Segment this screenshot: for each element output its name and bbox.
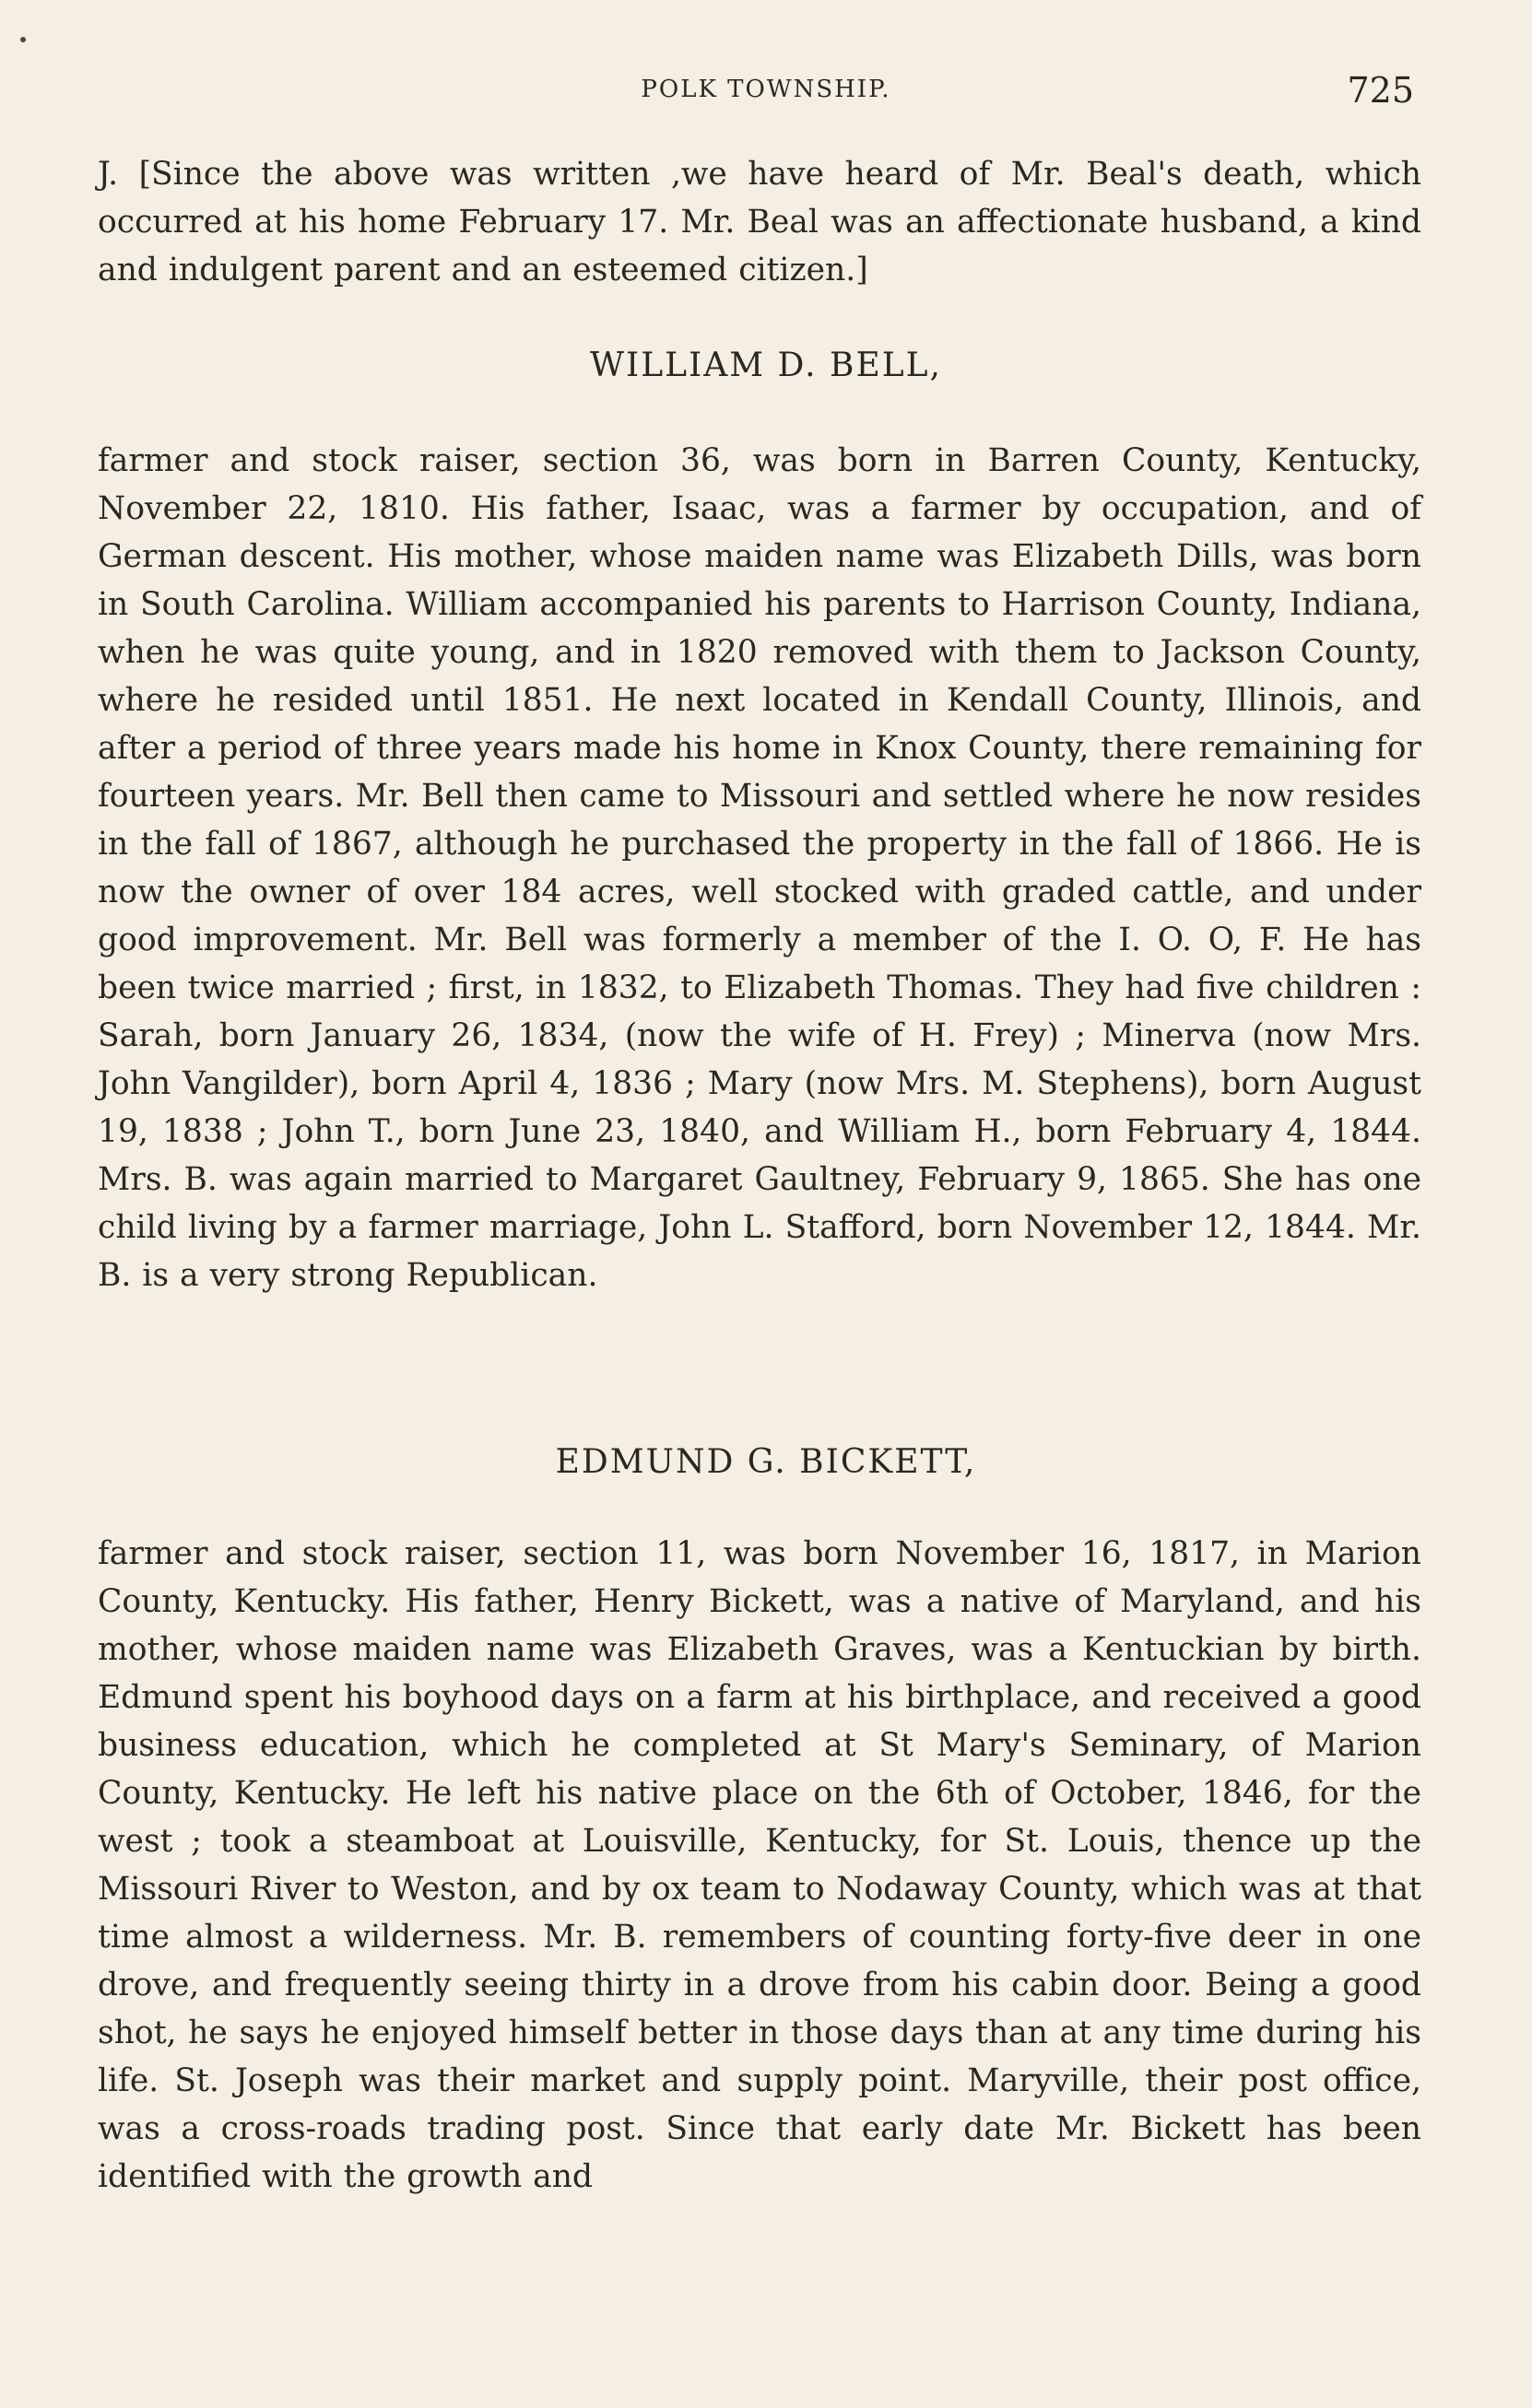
running-title: POLK TOWNSHIP. <box>641 76 891 103</box>
page-number: 725 <box>1347 70 1414 111</box>
section-heading-bickett: EDMUND G. BICKETT, <box>555 1443 977 1481</box>
bickett-paragraph: farmer and stock raiser, section 11, was born November 16, 1817, in Marion County, Kentucky. His father, Henry Bickett, was a native of Maryland, and his mother, whose maiden name was Elizabeth Graves, was a Kentuckian by birth. Edmund spent his boyhood days on a farm at his birthplace, and received a good business education, which he completed at St Mary's Seminary, of Marion County, Kentucky. He left his native place on the 6th of October, 1846, for the west ; took a steamboat at Louisville, Kentucky, for St. Louis, thence up the Missouri River to Weston, and by ox team to Nodaway County, which was at that time almost a wilderness. Mr. B. remembers of counting forty-five deer in one drove, and frequently seeing thirty in a drove from his cabin door. Being a good shot, he says he enjoyed himself better in those days than at any time during his life. St. Joseph was their market and supply point. Maryville, their post office, was a cross-roads trading post. Since that early date Mr. Bickett has been identified with the growth and <box>98 1535 1421 2195</box>
section-body-bickett <box>98 1530 1421 2201</box>
bell-paragraph: farmer and stock raiser, section 36, was born in Barren County, Kentucky, November 22, 1810. His father, Isaac, was a farmer by occupation, and of German descent. His mother, whose maiden name was Elizabeth Dills, was born in South Carolina. William accompanied his parents to Harrison County, Indiana, when he was quite young, and in 1820 removed with them to Jackson County, where he resided until 1851. He next located in Kendall County, Illinois, and after a period of three years made his home in Knox County, there remaining for fourteen years. Mr. Bell then came to Missouri and settled where he now resides in the fall of 1867, although he purchased the property in the fall of 1866. He is now the owner of over 184 acres, well stocked with graded cattle, and under good improvement. Mr. Bell was formerly a member of the I. O. O, F. He has been twice married ; first, in 1832, to Elizabeth Thomas. They had five children : Sarah, born January 26, 1834, (now the wife of H. Frey) ; Minerva (now Mrs. John Vangilder), born April 4, 1836 ; Mary (now Mrs. M. Stephens), born August 19, 1838 ; John T., born June 23, 1840, and William H., born February 4, 1844. Mrs. B. was again married to Margaret Gaultney, February 9, 1865. She has one child living by a farmer marriage, John L. Stafford, born November 12, 1844. Mr. B. is a very strong Republican. <box>98 442 1421 1294</box>
section-body-bell <box>98 437 1421 1299</box>
margin-mark <box>20 37 26 42</box>
section-heading-bell: WILLIAM D. BELL, <box>589 347 942 384</box>
intro-paragraph <box>98 150 1421 294</box>
intro-text: J. [Since the above was written ,we have heard of Mr. Beal's death, which occurred at his home February 17. Mr. Beal was an affectionate husband, a kind and indulgent parent and an esteemed citizen.] <box>98 156 1421 288</box>
